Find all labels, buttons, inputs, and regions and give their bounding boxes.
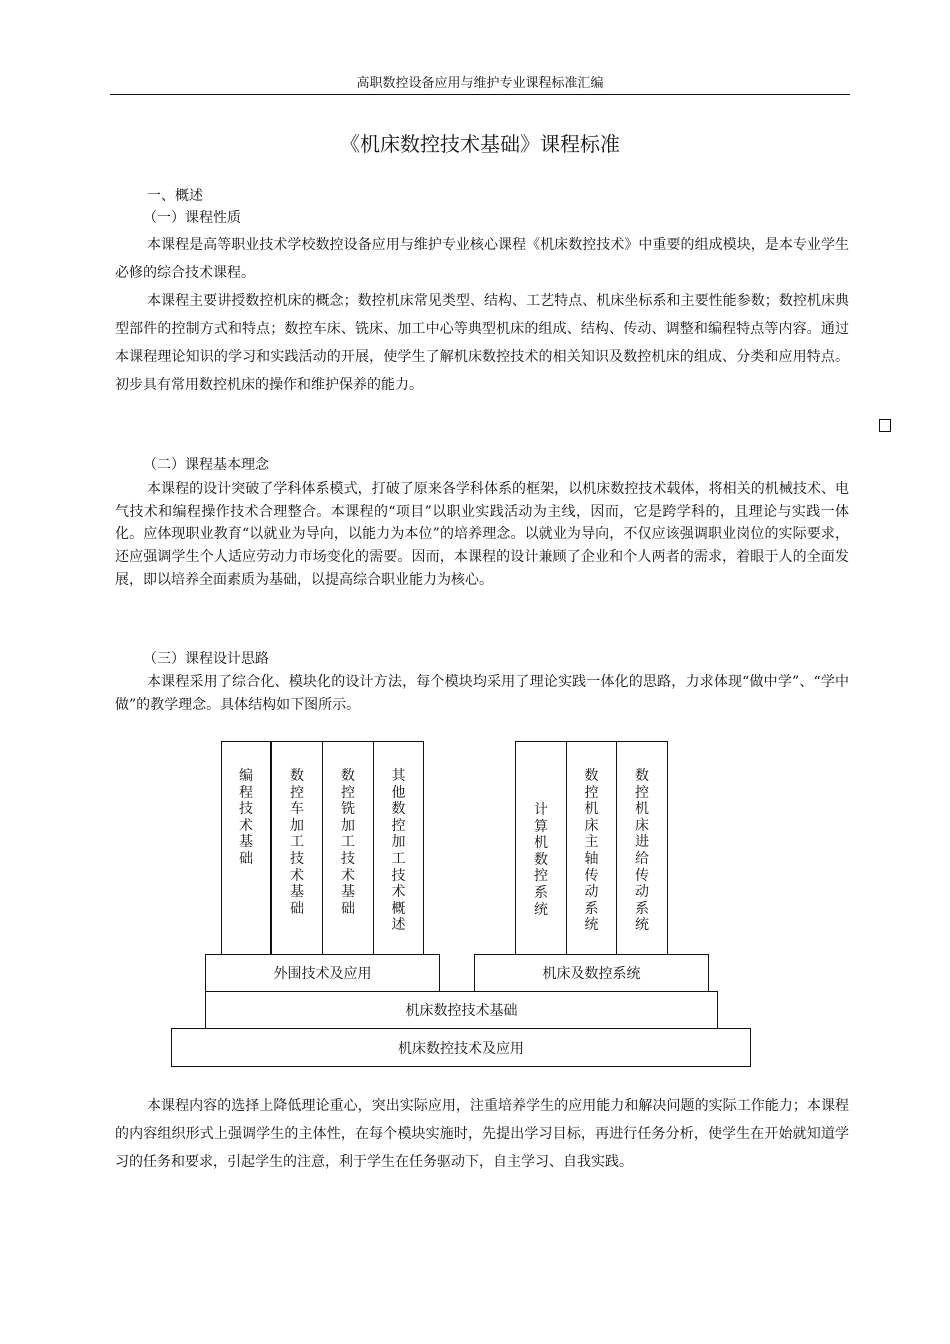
subheading-course-nature: （一）课程性质: [143, 210, 241, 226]
module-right-2: [566, 741, 617, 955]
module-left-4-label: 其他数控加工技术概述: [391, 768, 406, 934]
subheading-course-philosophy: （二）课程基本理念: [143, 457, 269, 473]
paragraph-course-design-intro: 本课程采用了综合化、模块化的设计方法，每个模块均采用了理论实践一体化的思路，力求体现“做中学”、“学中做”的教学理念。具体结构如下图所示。: [115, 674, 849, 713]
checkbox-marker: [879, 419, 891, 432]
paragraph-course-philosophy: 本课程的设计突破了学科体系模式，打破了原来各学科体系的框架，以机床数控技术载体，将相关的机械技术、电气技术和编程操作技术合理整合。本课程的“项目”以职业实践活动为主线，因而，它是跨学科的，且理论与实践一体化。应体现职业教育“以就业为导向，以能力为本位”的培养理念。以就业为导向，不仅应该强调职业岗位的实际要求，还应强调学生个人适应劳动力市场变化的需要。因而，本课程的设计兼顾了企业和个人两者的需求，着眼于人的全面发展，即以培养全面素质为基础，以提高综合职业能力为核心。: [115, 481, 849, 588]
layer-bottom-base: [171, 1028, 751, 1067]
module-right-3: [616, 741, 668, 955]
module-right-3-label: 数控机床进给传动系统: [635, 768, 649, 934]
paragraph-course-design-closing: 本课程内容的选择上降低理论重心，突出实际应用，注重培养学生的应用能力和解决问题的实际工作能力；本课程的内容组织形式上强调学生的主体性，在每个模块实施时，先提出学习目标，再进行任务分析，使学生在开始就知道学习的任务和要求，引起学生的注意，利于学生在任务驱动下，自主学习、自我实践。: [115, 1098, 849, 1170]
module-left-3-label: 数控铣加工技术基础: [341, 768, 355, 917]
module-right-2-label: 数控机床主轴传动系统: [584, 768, 599, 934]
module-right-1: [515, 741, 567, 955]
layer-left-base: [205, 954, 440, 992]
module-right-1-label: 计算机数控系统: [534, 802, 548, 918]
paragraph-course-nature-1: 本课程是高等职业技术学校数控设备应用与维护专业核心课程《机床数控技术》中重要的组成模块，是本专业学生必修的综合技术课程。: [115, 237, 849, 281]
layer-right-base: [474, 954, 709, 992]
header-rule: [110, 94, 850, 95]
module-left-1-label: 编程技术基础: [239, 768, 253, 867]
section-heading-overview: 一、概述: [147, 188, 203, 204]
subheading-course-design: （三）课程设计思路: [143, 651, 269, 667]
module-left-2: [271, 741, 323, 955]
layer-middle-base-label: 机床数控技术基础: [405, 1003, 518, 1019]
document-title: 《机床数控技术基础》课程标准: [340, 132, 620, 157]
layer-left-base-label: 外围技术及应用: [273, 966, 372, 982]
module-left-2-label: 数控车加工技术基础: [290, 768, 304, 917]
paragraph-course-nature-2: 本课程主要讲授数控机床的概念；数控机床常见类型、结构、工艺特点、机床坐标系和主要性能参数；数控机床典型部件的控制方式和特点；数控车床、铣床、加工中心等典型机床的组成、结构、传动、调整和编程特点等内容。通过本课程理论知识的学习和实践活动的开展，使学生了解机床数控技术的相关知识及数控机床的组成、分类和应用特点。初步具有常用数控机床的操作和维护保养的能力。: [115, 293, 849, 393]
layer-right-base-label: 机床及数控系统: [542, 966, 641, 982]
running-header: 高职数控设备应用与维护专业课程标准汇编: [356, 76, 604, 91]
module-left-3: [322, 741, 374, 955]
layer-middle-base: [205, 991, 718, 1029]
module-left-1: [221, 741, 272, 955]
layer-bottom-base-label: 机床数控技术及应用: [398, 1040, 524, 1057]
module-left-4: [373, 741, 424, 955]
